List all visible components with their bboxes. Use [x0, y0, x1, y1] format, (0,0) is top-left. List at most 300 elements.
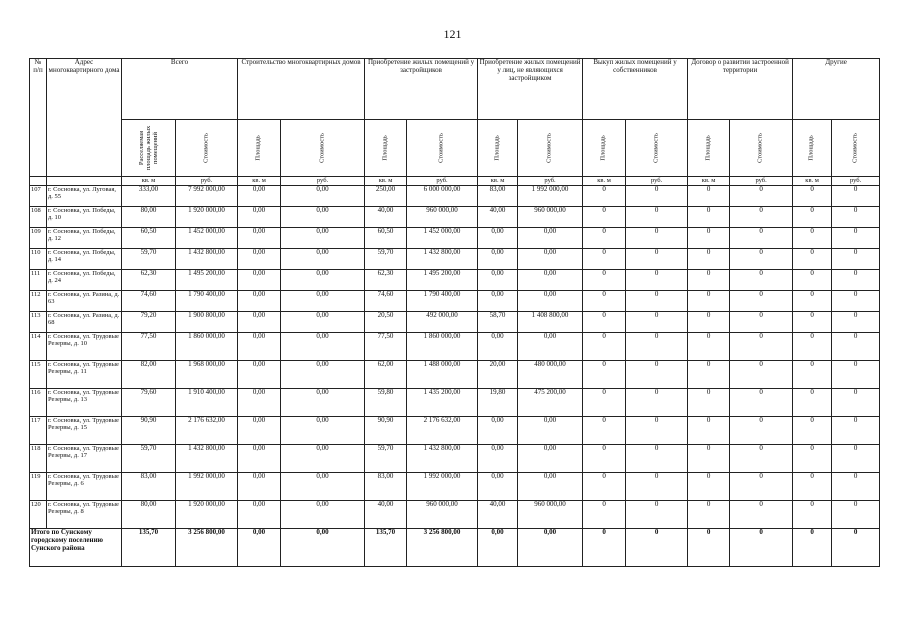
cell-value: 0,00	[518, 473, 583, 501]
cell-value: 0,00	[281, 361, 365, 389]
row-number: 110	[30, 249, 47, 270]
subheader-label: Площадь	[704, 135, 712, 161]
row-number: 112	[30, 291, 47, 312]
unit-label: кв. м	[688, 177, 730, 186]
cell-value: 1 968 000,00	[176, 361, 238, 389]
cell-value: 0	[583, 207, 626, 228]
subheader-cost	[518, 120, 583, 177]
cell-value: 0,00	[281, 270, 365, 291]
row-address: г. Сосновка, ул. Трудовые Резервы, д. 8	[47, 501, 122, 529]
total-value: 0	[688, 529, 730, 567]
cell-value: 0	[688, 501, 730, 529]
cell-value: 1 790 400,00	[407, 291, 478, 312]
cell-value: 0,00	[238, 228, 281, 249]
subheader-area	[583, 120, 626, 177]
cell-value: 0	[832, 207, 880, 228]
total-value: 3 256 800,00	[407, 529, 478, 567]
row-address: г. Сосновка, ул. Разина, д. 63	[47, 291, 122, 312]
cell-value: 0,00	[281, 186, 365, 207]
cell-value: 1 992 000,00	[518, 186, 583, 207]
table-row	[30, 207, 880, 228]
row-number: 108	[30, 207, 47, 228]
cell-value: 83,00	[122, 473, 176, 501]
page-number: 121	[443, 27, 462, 41]
row-number: 113	[30, 312, 47, 333]
table-row	[30, 312, 880, 333]
row-address: г. Сосновка, ул. Трудовые Резервы, д. 15	[47, 417, 122, 445]
cell-value: 59,70	[365, 445, 407, 473]
total-value: 0,00	[478, 529, 518, 567]
row-address: г. Сосновка, ул. Трудовые Резервы, д. 10	[47, 333, 122, 361]
row-number: 119	[30, 473, 47, 501]
cell-value: 0	[730, 333, 793, 361]
total-row	[30, 529, 880, 567]
cell-value: 0	[583, 501, 626, 529]
subheader-label: Расселяемая площадь жилых помещений	[137, 125, 158, 171]
cell-value: 960 000,00	[407, 207, 478, 228]
subheader-area	[478, 120, 518, 177]
cell-value: 0	[832, 417, 880, 445]
cell-value: 0,00	[478, 417, 518, 445]
cell-value: 0	[832, 473, 880, 501]
cell-value: 0	[832, 186, 880, 207]
cell-value: 59,70	[122, 249, 176, 270]
cell-value: 0	[626, 207, 688, 228]
row-address: г. Сосновка, ул. Трудовые Резервы, д. 11	[47, 361, 122, 389]
row-number: 111	[30, 270, 47, 291]
cell-value: 0	[583, 473, 626, 501]
cell-value: 0,00	[281, 291, 365, 312]
cell-value: 0	[793, 361, 832, 389]
cell-value: 74,60	[122, 291, 176, 312]
cell-value: 1 432 800,00	[176, 445, 238, 473]
subheader-label: Площадь	[599, 135, 607, 161]
header-row-subcolumns	[30, 120, 880, 177]
cell-value: 0	[730, 228, 793, 249]
cell-value: 0,00	[238, 501, 281, 529]
row-address: г. Сосновка, ул. Победы, д. 12	[47, 228, 122, 249]
cell-value: 0	[583, 228, 626, 249]
cell-value: 0	[688, 291, 730, 312]
cell-value: 0,00	[281, 501, 365, 529]
cell-value: 60,50	[122, 228, 176, 249]
unit-label: руб.	[518, 177, 583, 186]
subheader-cost	[407, 120, 478, 177]
total-value: 0,00	[518, 529, 583, 567]
cell-value: 0	[626, 186, 688, 207]
total-value: 135,70	[365, 529, 407, 567]
cell-value: 0,00	[238, 186, 281, 207]
cell-value: 1 910 400,00	[176, 389, 238, 417]
header-group-buyout: Выкуп жилых помещений у собственников	[583, 59, 688, 120]
table-row	[30, 445, 880, 473]
cell-value: 0	[832, 501, 880, 529]
row-number: 107	[30, 186, 47, 207]
cell-value: 0,00	[518, 417, 583, 445]
cell-value: 960 000,00	[407, 501, 478, 529]
cell-value: 0	[626, 361, 688, 389]
cell-value: 0	[688, 228, 730, 249]
cell-value: 0	[583, 291, 626, 312]
total-value: 0	[793, 529, 832, 567]
cell-value: 0	[730, 501, 793, 529]
cell-value: 1 432 800,00	[176, 249, 238, 270]
total-value: 3 256 800,00	[176, 529, 238, 567]
subheader-label: Площадь	[807, 135, 815, 161]
cell-value: 0,00	[281, 312, 365, 333]
cell-value: 0,00	[478, 333, 518, 361]
table-row	[30, 417, 880, 445]
cell-value: 0	[730, 361, 793, 389]
unit-label: руб.	[281, 177, 365, 186]
cell-value: 0	[583, 249, 626, 270]
subheader-label: Стоимость	[437, 133, 445, 163]
subheader-area	[793, 120, 832, 177]
cell-value: 0	[730, 389, 793, 417]
cell-value: 2 176 632,00	[176, 417, 238, 445]
total-value: 0	[730, 529, 793, 567]
subheader-cost	[176, 120, 238, 177]
cell-value: 0	[688, 417, 730, 445]
cell-value: 0	[730, 312, 793, 333]
table-body	[30, 186, 880, 567]
subheader-area	[122, 120, 176, 177]
cell-value: 0	[730, 473, 793, 501]
subheader-cost	[832, 120, 880, 177]
row-address: г. Сосновка, ул. Трудовые Резервы, д. 6	[47, 473, 122, 501]
cell-value: 0	[730, 207, 793, 228]
total-value: 0,00	[281, 529, 365, 567]
cell-value: 0,00	[478, 473, 518, 501]
cell-value: 0	[832, 270, 880, 291]
cell-value: 0,00	[238, 473, 281, 501]
subheader-label: Стоимость	[652, 133, 660, 163]
housing-table	[29, 58, 880, 567]
cell-value: 0	[626, 501, 688, 529]
row-address: г. Сосновка, ул. Победы, д. 24	[47, 270, 122, 291]
cell-value: 0,00	[478, 291, 518, 312]
unit-label: кв. м	[478, 177, 518, 186]
cell-value: 0	[832, 291, 880, 312]
cell-value: 250,00	[365, 186, 407, 207]
cell-value: 0	[730, 270, 793, 291]
cell-value: 1 452 000,00	[176, 228, 238, 249]
cell-value: 0,00	[518, 270, 583, 291]
cell-value: 0	[793, 312, 832, 333]
subheader-area	[238, 120, 281, 177]
header-group-construction: Строительство многоквартирных домов	[238, 59, 365, 120]
cell-value: 0,00	[238, 270, 281, 291]
row-address: г. Сосновка, ул. Луговая, д. 55	[47, 186, 122, 207]
cell-value: 1 432 800,00	[407, 445, 478, 473]
header-num: № п/п	[30, 59, 47, 177]
cell-value: 0,00	[238, 207, 281, 228]
subheader-cost	[730, 120, 793, 177]
cell-value: 79,20	[122, 312, 176, 333]
table-row	[30, 389, 880, 417]
cell-value: 0	[832, 333, 880, 361]
cell-value: 1 860 000,00	[176, 333, 238, 361]
cell-value: 40,00	[365, 207, 407, 228]
cell-value: 0	[583, 270, 626, 291]
cell-value: 0,00	[518, 249, 583, 270]
table-row	[30, 186, 880, 207]
cell-value: 40,00	[478, 207, 518, 228]
cell-value: 0,00	[281, 445, 365, 473]
cell-value: 0,00	[238, 389, 281, 417]
cell-value: 0	[688, 389, 730, 417]
cell-value: 0	[626, 417, 688, 445]
units-blank-num	[30, 177, 47, 186]
cell-value: 0	[793, 389, 832, 417]
cell-value: 0,00	[478, 249, 518, 270]
cell-value: 1 860 000,00	[407, 333, 478, 361]
cell-value: 62,30	[122, 270, 176, 291]
subheader-label: Стоимость	[851, 133, 859, 163]
cell-value: 0	[688, 333, 730, 361]
cell-value: 79,60	[122, 389, 176, 417]
cell-value: 0,00	[238, 417, 281, 445]
cell-value: 0,00	[478, 445, 518, 473]
row-number: 114	[30, 333, 47, 361]
cell-value: 0	[583, 361, 626, 389]
header-row-groups	[30, 59, 880, 120]
cell-value: 77,50	[365, 333, 407, 361]
cell-value: 74,60	[365, 291, 407, 312]
cell-value: 0	[793, 333, 832, 361]
cell-value: 2 176 632,00	[407, 417, 478, 445]
row-number: 118	[30, 445, 47, 473]
cell-value: 960 000,00	[518, 207, 583, 228]
cell-value: 0	[583, 333, 626, 361]
cell-value: 0	[583, 445, 626, 473]
cell-value: 59,70	[122, 445, 176, 473]
table-row	[30, 473, 880, 501]
cell-value: 1 900 800,00	[176, 312, 238, 333]
cell-value: 0	[626, 228, 688, 249]
cell-value: 0	[730, 249, 793, 270]
cell-value: 0,00	[281, 333, 365, 361]
cell-value: 0,00	[281, 207, 365, 228]
subheader-label: Стоимость	[545, 133, 553, 163]
cell-value: 1 920 000,00	[176, 501, 238, 529]
row-address: г. Сосновка, ул. Победы, д. 14	[47, 249, 122, 270]
cell-value: 0	[730, 291, 793, 312]
cell-value: 1 495 200,00	[407, 270, 478, 291]
cell-value: 0,00	[238, 312, 281, 333]
row-number: 120	[30, 501, 47, 529]
cell-value: 1 408 800,00	[518, 312, 583, 333]
cell-value: 0	[832, 249, 880, 270]
cell-value: 6 000 000,00	[407, 186, 478, 207]
subheader-label: Стоимость	[318, 133, 326, 163]
row-address: г. Сосновка, ул. Разина, д. 68	[47, 312, 122, 333]
cell-value: 90,90	[365, 417, 407, 445]
unit-label: кв. м	[122, 177, 176, 186]
cell-value: 80,00	[122, 501, 176, 529]
row-address: г. Сосновка, ул. Трудовые Резервы, д. 13	[47, 389, 122, 417]
cell-value: 40,00	[478, 501, 518, 529]
cell-value: 60,50	[365, 228, 407, 249]
row-number: 109	[30, 228, 47, 249]
total-value: 135,70	[122, 529, 176, 567]
cell-value: 0	[793, 501, 832, 529]
table-row	[30, 291, 880, 312]
cell-value: 40,00	[365, 501, 407, 529]
cell-value: 0	[730, 417, 793, 445]
cell-value: 0	[583, 417, 626, 445]
cell-value: 0	[730, 445, 793, 473]
row-address: г. Сосновка, ул. Трудовые Резервы, д. 17	[47, 445, 122, 473]
unit-label: кв. м	[583, 177, 626, 186]
cell-value: 480 000,00	[518, 361, 583, 389]
cell-value: 62,00	[365, 361, 407, 389]
cell-value: 0	[688, 207, 730, 228]
cell-value: 0,00	[238, 361, 281, 389]
header-group-developers: Приобретение жилых помещений у застройщиков	[365, 59, 478, 120]
unit-label: руб.	[176, 177, 238, 186]
cell-value: 0,00	[281, 417, 365, 445]
cell-value: 82,00	[122, 361, 176, 389]
subheader-label: Стоимость	[756, 133, 764, 163]
cell-value: 0	[793, 417, 832, 445]
cell-value: 77,50	[122, 333, 176, 361]
cell-value: 0	[793, 186, 832, 207]
cell-value: 0	[793, 207, 832, 228]
total-value: 0	[626, 529, 688, 567]
cell-value: 58,70	[478, 312, 518, 333]
cell-value: 1 920 000,00	[176, 207, 238, 228]
cell-value: 0	[626, 333, 688, 361]
cell-value: 19,80	[478, 389, 518, 417]
cell-value: 0,00	[281, 228, 365, 249]
row-number: 117	[30, 417, 47, 445]
cell-value: 1 488 000,00	[407, 361, 478, 389]
cell-value: 0	[832, 445, 880, 473]
cell-value: 1 432 800,00	[407, 249, 478, 270]
cell-value: 1 495 200,00	[176, 270, 238, 291]
table-row	[30, 228, 880, 249]
cell-value: 59,80	[365, 389, 407, 417]
cell-value: 0	[688, 361, 730, 389]
subheader-area	[688, 120, 730, 177]
subheader-label: Площадь	[254, 135, 262, 161]
cell-value: 0	[730, 186, 793, 207]
cell-value: 0,00	[281, 249, 365, 270]
table-row	[30, 361, 880, 389]
total-value: 0	[832, 529, 880, 567]
header-group-total: Всего	[122, 59, 238, 120]
header-group-non-developers: Приобретение жилых помещений у лиц, не являющихся застройщиком	[478, 59, 583, 120]
subheader-label: Площадь	[381, 135, 389, 161]
cell-value: 0,00	[518, 445, 583, 473]
cell-value: 1 435 200,00	[407, 389, 478, 417]
cell-value: 0,00	[238, 445, 281, 473]
table-row	[30, 249, 880, 270]
cell-value: 0,00	[281, 473, 365, 501]
cell-value: 0	[626, 312, 688, 333]
unit-label: кв. м	[793, 177, 832, 186]
unit-label: кв. м	[238, 177, 281, 186]
subheader-label: Площадь	[493, 135, 501, 161]
cell-value: 0	[688, 312, 730, 333]
row-number: 116	[30, 389, 47, 417]
unit-label: руб.	[832, 177, 880, 186]
cell-value: 1 790 400,00	[176, 291, 238, 312]
cell-value: 59,70	[365, 249, 407, 270]
cell-value: 20,00	[478, 361, 518, 389]
cell-value: 0	[688, 445, 730, 473]
subheader-cost	[281, 120, 365, 177]
cell-value: 0	[583, 186, 626, 207]
cell-value: 0	[832, 312, 880, 333]
cell-value: 1 452 000,00	[407, 228, 478, 249]
unit-label: руб.	[626, 177, 688, 186]
cell-value: 0,00	[478, 270, 518, 291]
cell-value: 0	[793, 270, 832, 291]
unit-label: руб.	[407, 177, 478, 186]
table-row	[30, 501, 880, 529]
cell-value: 0	[583, 312, 626, 333]
header-group-other: Другие	[793, 59, 880, 120]
cell-value: 960 000,00	[518, 501, 583, 529]
cell-value: 1 992 000,00	[407, 473, 478, 501]
row-number: 115	[30, 361, 47, 389]
total-value: 0	[583, 529, 626, 567]
cell-value: 0,00	[518, 291, 583, 312]
cell-value: 0	[793, 473, 832, 501]
cell-value: 0	[688, 473, 730, 501]
cell-value: 0,00	[238, 249, 281, 270]
cell-value: 20,50	[365, 312, 407, 333]
subheader-label: Стоимость	[202, 133, 210, 163]
cell-value: 0	[688, 270, 730, 291]
cell-value: 0	[583, 389, 626, 417]
cell-value: 0,00	[518, 333, 583, 361]
cell-value: 0	[626, 249, 688, 270]
cell-value: 0	[793, 228, 832, 249]
cell-value: 0	[626, 473, 688, 501]
row-address: г. Сосновка, ул. Победы, д. 10	[47, 207, 122, 228]
cell-value: 0,00	[238, 291, 281, 312]
cell-value: 0	[832, 389, 880, 417]
cell-value: 90,90	[122, 417, 176, 445]
cell-value: 0	[793, 445, 832, 473]
subheader-cost	[626, 120, 688, 177]
cell-value: 1 992 000,00	[176, 473, 238, 501]
header-group-territory: Договор о развитии застроенной территории	[688, 59, 793, 120]
cell-value: 492 000,00	[407, 312, 478, 333]
cell-value: 7 992 000,00	[176, 186, 238, 207]
header-address: Адрес многоквартирного дома	[47, 59, 122, 177]
cell-value: 0	[626, 291, 688, 312]
cell-value: 0	[832, 228, 880, 249]
cell-value: 0,00	[478, 228, 518, 249]
cell-value: 0,00	[518, 228, 583, 249]
cell-value: 62,30	[365, 270, 407, 291]
cell-value: 0	[688, 249, 730, 270]
cell-value: 83,00	[365, 473, 407, 501]
unit-label: руб.	[730, 177, 793, 186]
cell-value: 83,00	[478, 186, 518, 207]
cell-value: 0	[626, 270, 688, 291]
cell-value: 80,00	[122, 207, 176, 228]
cell-value: 0,00	[238, 333, 281, 361]
total-value: 0,00	[238, 529, 281, 567]
table-row	[30, 270, 880, 291]
cell-value: 333,00	[122, 186, 176, 207]
cell-value: 0	[626, 389, 688, 417]
